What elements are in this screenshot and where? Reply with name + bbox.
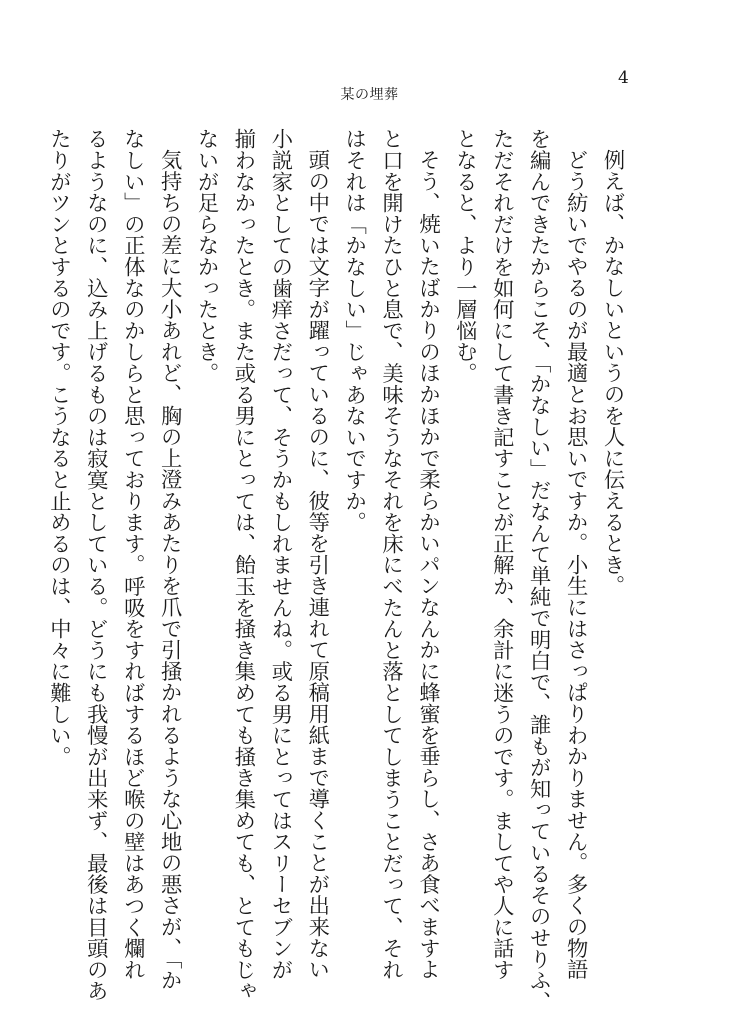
text-line: なしい」の正体なのかしらと思っております。呼吸をすればするほど喉の壁はあつく爛れ bbox=[120, 128, 146, 980]
text-line: 小説家としての歯痒さだって、そうかもしれませんね。或る男にとってはスリーセブンが bbox=[267, 128, 293, 980]
text-line: を編んできたからこそ、「かなしい」だなんて単純で明白で、誰もが知っているそのせりふ、 bbox=[526, 128, 552, 1012]
running-title: 某の埋葬 bbox=[340, 87, 399, 103]
text-line: 例えば、かなしいというのを人に伝えるとき。 bbox=[600, 149, 625, 597]
text-line: そう、焼いたばかりのほかほかで柔らかいパンなんかに蜂蜜を垂らし、さあ食べますよ bbox=[415, 149, 441, 980]
text-line: 気持ちの差に大小あれど、胸の上澄みあたりを爪で引掻かれるような心地の悪さが、「か bbox=[157, 149, 183, 991]
page-number: 4 bbox=[618, 68, 629, 88]
text-line: ないが足らなかったとき。 bbox=[194, 128, 220, 384]
text-line: ただそれだけを如何にして書き記すことが正解か、余計に迷うのです。ましてや人に話す bbox=[489, 128, 515, 980]
text-line: となると、より一層悩む。 bbox=[452, 128, 478, 384]
text-line: はそれは「かなしい」じゃあないですか。 bbox=[341, 128, 367, 533]
body-text bbox=[46, 128, 630, 1012]
text-line: 揃わなかったとき。また或る男にとっては、飴玉を掻き集めても掻き集めても、とてもじゃ bbox=[230, 128, 256, 1002]
text-line: るようなのに、込み上げるものは寂寞としている。どうにも我慢が出来ず、最後は目頭のあ bbox=[83, 128, 109, 1002]
text-line: 頭の中では文字が躍っているのに、彼等を引き連れて原稿用紙まで導くことが出来ない bbox=[304, 149, 330, 980]
text-line: どう紡いでやるのが最適とお思いですか。小生にはさっぱりわかりません。多くの物語 bbox=[563, 149, 589, 980]
text-line: たりがツンとするのです。こうなると止めるのは、中々に難しい。 bbox=[46, 128, 72, 767]
text-line: と口を開けたひと息で、美味そうなそれを床にべたんと落としてしまうことだって、それ bbox=[378, 128, 404, 980]
